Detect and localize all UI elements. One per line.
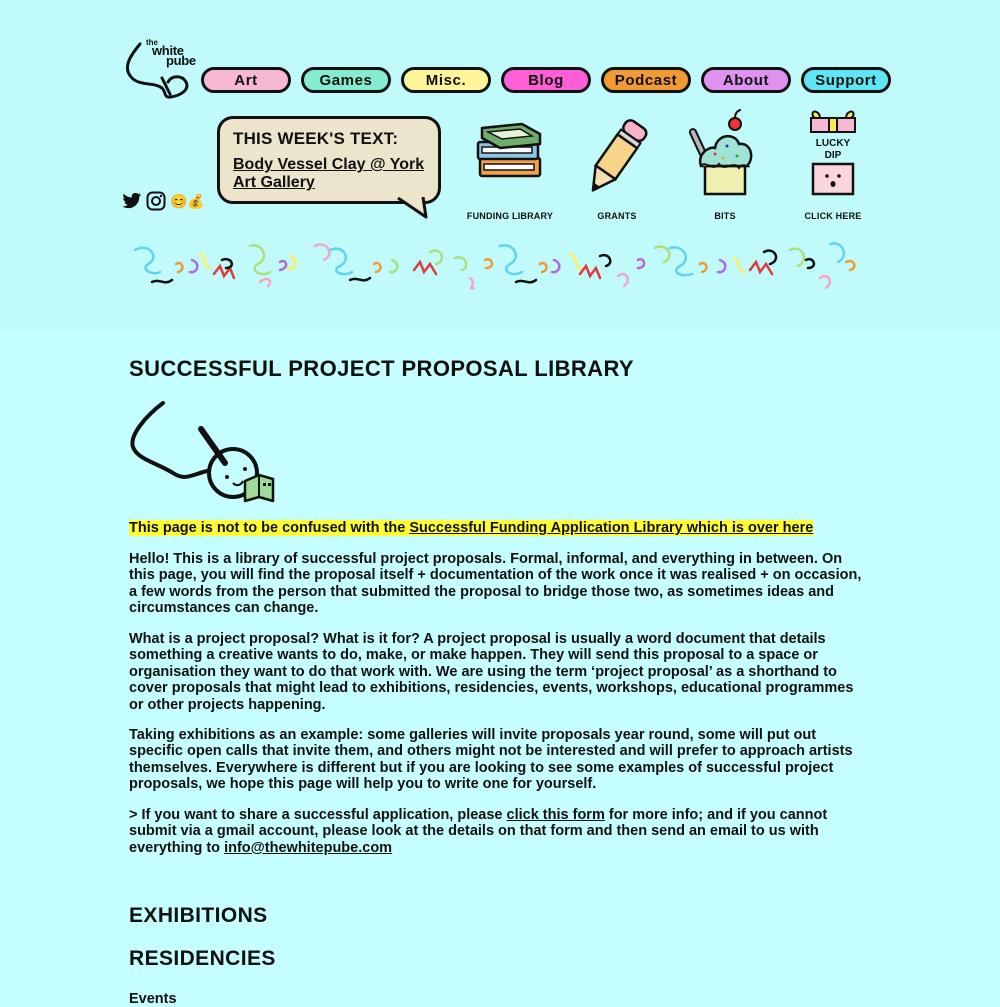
pube-reading-icon xyxy=(129,401,279,505)
pencil-icon xyxy=(567,106,667,206)
nav-misc[interactable] xyxy=(401,67,491,93)
nav-about[interactable] xyxy=(701,67,791,93)
share-paragraph xyxy=(129,807,869,856)
funding-library-link[interactable]: Successful Funding Application Library which is over here xyxy=(409,520,814,536)
nav-label: Art xyxy=(234,71,258,89)
tile-lucky-dip[interactable] xyxy=(783,106,883,221)
lucky-dip-icon xyxy=(783,106,883,206)
main-content xyxy=(129,356,869,1007)
tile-funding-library[interactable] xyxy=(460,106,560,221)
weekly-text-link[interactable]: Body Vessel Clay @ York Art Gallery xyxy=(233,156,425,191)
nav-blog[interactable] xyxy=(501,67,591,93)
notice-text: This page is not to be confused with the xyxy=(129,520,410,536)
nav-art[interactable] xyxy=(201,67,291,93)
nav-podcast[interactable] xyxy=(601,67,691,93)
tile-caption: CLICK HERE xyxy=(804,211,862,221)
events-label: Events xyxy=(129,991,177,1007)
logo-line1: white xyxy=(152,43,184,58)
nav-games[interactable] xyxy=(301,67,391,93)
tile-grants[interactable] xyxy=(567,106,667,221)
exhibitions-paragraph: Taking exhibitions as an example: some galleries will invite proposals year round, some will put out specific open calls that invite them, and others might not be interested and will prefer to approach artists themselves. Everywhere is different but if you are looking to see some examples of successful project proposals, we hope this page will help you to write one for yourself. xyxy=(129,727,853,793)
section-residencies: RESIDENCIES xyxy=(129,947,276,970)
nav-label: Support xyxy=(815,71,877,89)
nav-label: Blog xyxy=(528,71,564,89)
ice-cream-icon xyxy=(675,106,775,206)
weekly-text-bubble xyxy=(217,116,441,204)
intro-paragraph: Hello! This is a library of successful project proposals. Formal, informal, and everything in between. On this page, you will find the proposal itself + documentation of the work once it was realised + on occasion, a few words from the person that submitted the proposal to bridge those two, as sometimes ideas and circumstances can change. xyxy=(129,551,862,617)
logo-line2: pube xyxy=(166,53,196,68)
site-logo[interactable] xyxy=(124,38,204,102)
nav-label: Games xyxy=(319,71,373,89)
tile-bits[interactable] xyxy=(675,106,775,221)
nav-support[interactable] xyxy=(801,67,891,93)
nav-label: Podcast xyxy=(614,71,678,89)
books-icon xyxy=(460,106,560,206)
submission-form-link[interactable]: click this form xyxy=(506,807,605,823)
section-exhibitions: EXHIBITIONS xyxy=(129,904,268,927)
svg-text:DIP: DIP xyxy=(824,150,842,161)
tile-caption: BITS xyxy=(714,211,736,221)
nav-label: About xyxy=(722,71,770,89)
twitter-icon[interactable] xyxy=(122,192,142,210)
svg-text:LUCKY: LUCKY xyxy=(815,138,851,149)
share-middle: for more info; and if you cannot submit via a gmail account, please look at the details on that form and then send an email to us with everything to xyxy=(129,807,828,856)
definition-paragraph: What is a project proposal? What is it for? A project proposal is usually a word document that details something a creative wants to do, make, or make happen. They will send this proposal to a space or organisation they want to do that work with. We are using the term ‘project proposal’ as a shorthand to cover proposals that might lead to exhibitions, residencies, events, workshops, educational programmes or other projects happening. xyxy=(129,631,854,713)
weekly-heading: THIS WEEK'S TEXT: xyxy=(233,129,399,148)
nav-label: Misc. xyxy=(425,71,467,89)
email-link[interactable]: info@thewhitepube.com xyxy=(224,839,393,856)
main-nav xyxy=(201,67,891,93)
share-prefix: > If you want to share a successful application, please xyxy=(129,807,507,823)
instagram-icon[interactable] xyxy=(146,191,166,211)
tile-caption: FUNDING LIBRARY xyxy=(466,211,554,221)
emoji-links[interactable]: 😊💰 xyxy=(170,193,205,209)
notice-banner xyxy=(129,520,813,536)
page-title: SUCCESSFUL PROJECT PROPOSAL LIBRARY xyxy=(129,356,634,381)
squiggle-divider-icon xyxy=(130,238,865,296)
bubble-tail-icon xyxy=(396,197,430,221)
social-links xyxy=(122,191,205,211)
tile-caption: GRANTS xyxy=(597,211,637,221)
logo-small-text: the xyxy=(146,38,158,47)
